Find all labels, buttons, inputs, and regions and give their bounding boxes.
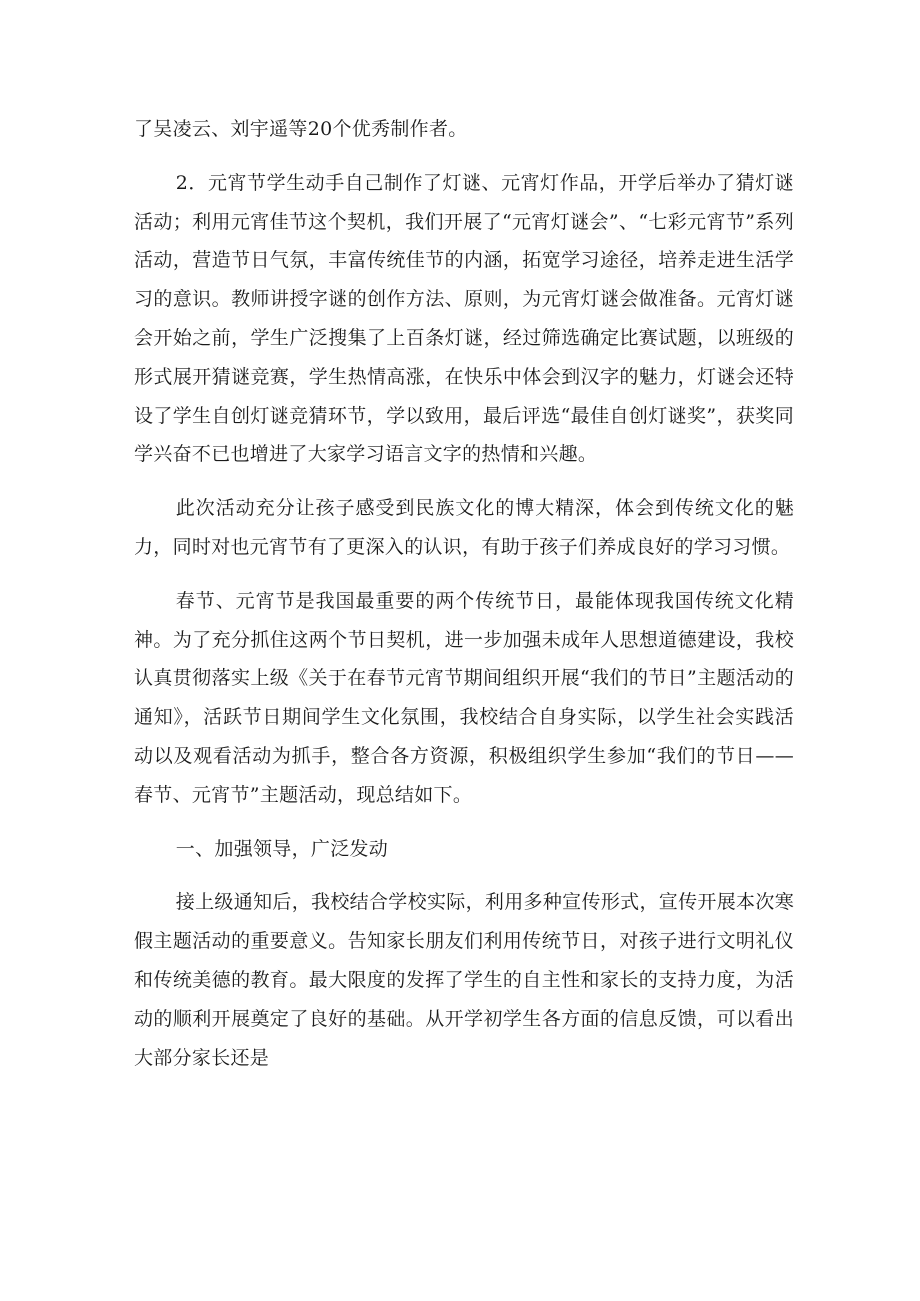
paragraph-4: 春节、元宵节是我国最重要的两个传统节日，最能体现我国传统文化精神。为了充分抓住这两个节日契机，进一步加强未成年人思想道德建设，我校认真贯彻落实上级《关于在春节元宵节期间组织开展“我们的节日”主题活动的通知》，活跃节日期间学生文化氛围，我校结合自身实际，以学生社会实践活动以及观看活动为抓手，整合各方资源，积极组织学生参加“我们的节日——春节、元宵节”主题活动，现总结如下。	[134, 589, 794, 806]
paragraph-5: 接上级通知后，我校结合学校实际，利用多种宣传形式，宣传开展本次寒假主题活动的重要意义。告知家长朋友们利用传统节日，对孩子进行文明礼仪和传统美德的教育。最大限度的发挥了学生的自主性和家长的支持力度，为活动的顺利开展奠定了良好的基础。从开学初学生各方面的信息反馈，可以看出大部分家长还是	[134, 891, 794, 1069]
paragraph-3: 此次活动充分让孩子感受到民族文化的博大精深，体会到传统文化的魅力，同时对也元宵节有了更深入的认识，有助于孩子们养成良好的学习习惯。	[134, 497, 794, 558]
document-body	[134, 110, 794, 1077]
paragraph-2: 2．元宵节学生动手自己制作了灯谜、元宵灯作品，开学后举办了猜灯谜活动；利用元宵佳节这个契机，我们开展了“元宵灯谜会”、“七彩元宵节”系列活动，营造节日气氛，丰富传统佳节的内涵，拓宽学习途径，培养走进生活学习的意识。教师讲授字谜的创作方法、原则，为元宵灯谜会做准备。元宵灯谜会开始之前，学生广泛搜集了上百条灯谜，经过筛选确定比赛试题，以班级的形式展开猜谜竞赛，学生热情高涨，在快乐中体会到汉字的魅力，灯谜会还特设了学生自创灯谜竞猜环节，学以致用，最后评选“最佳自创灯谜奖”，获奖同学兴奋不已也增进了大家学习语言文字的热情和兴趣。	[134, 171, 794, 466]
paragraph-1: 了吴凌云、刘宇遥等20个优秀制作者。	[134, 118, 468, 140]
section-heading: 一、加强领导，广泛发动	[175, 837, 389, 860]
